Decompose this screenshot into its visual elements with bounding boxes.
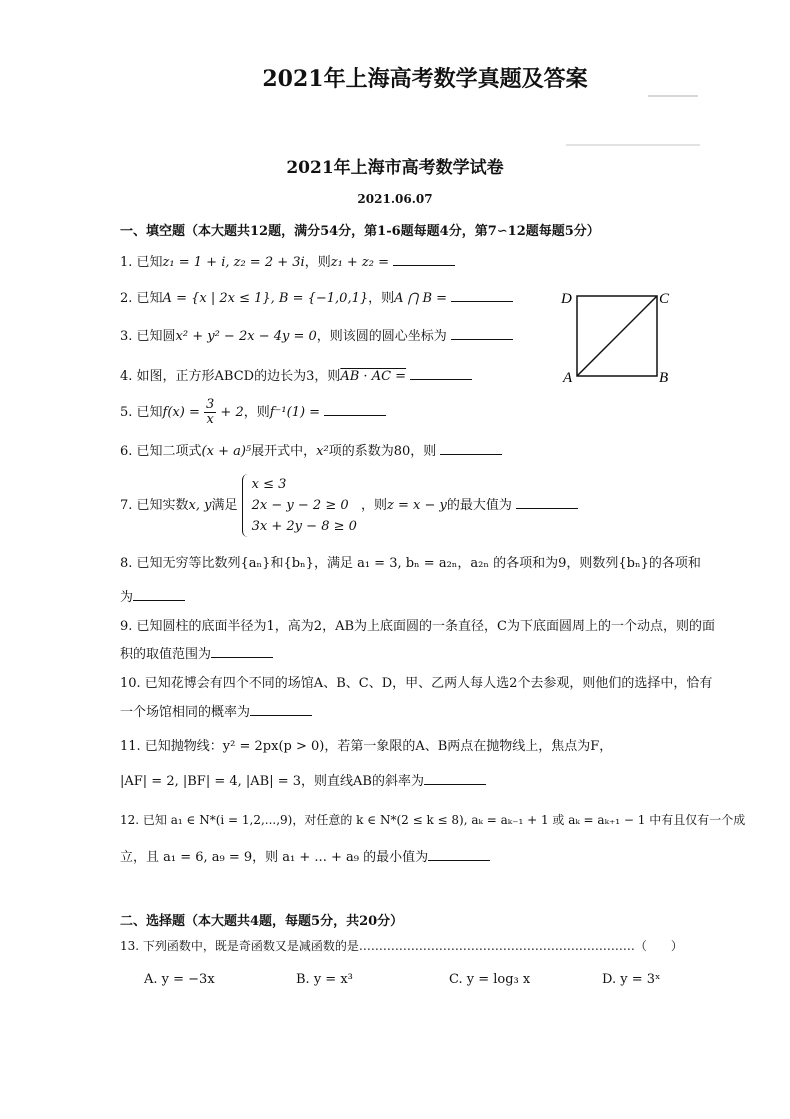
- section2-heading: 二、选择题（本大题共4题，每题5分，共20分）: [120, 914, 404, 929]
- question-4: 4. 如图，正方形ABCD的边长为3，则AB · AC =: [120, 367, 472, 386]
- answer-blank: [424, 772, 486, 785]
- option-b: B. y = x³: [296, 972, 353, 987]
- question-12-line-2: 立，且 a₁ = 6, a₉ = 9，则 a₁ + ... + a₉ 的最小值为: [120, 848, 490, 867]
- label-b: B: [659, 370, 669, 386]
- exam-date: 2021.06.07: [357, 192, 433, 206]
- question-8-line-1: 8. 已知无穷等比数列{aₙ}和{bₙ}，满足 a₁ = 3, bₙ = a₂ₙ，a₂ₙ 的各项和为9，则数列{bₙ}的各项和: [120, 556, 701, 571]
- question-9-line-1: 9. 已知圆柱的底面半径为1，高为2，AB为上底面圆的一条直径，C为下底面圆周上的一个动点，则的面: [120, 619, 715, 634]
- question-1: 1. 已知z₁ = 1 + i, z₂ = 2 + 3i，则z₁ + z₂ =: [120, 253, 455, 272]
- answer-blank: [211, 645, 273, 658]
- question-8-line-2: 为: [120, 588, 185, 607]
- inequality-system: x ≤ 3 2x − y − 2 ≥ 0 3x + 2y − 8 ≥ 0: [242, 474, 357, 537]
- label-c: C: [659, 291, 670, 307]
- answer-blank: [393, 253, 455, 266]
- option-d: D. y = 3ˣ: [602, 972, 661, 987]
- question-11-line-2: |AF| = 2, |BF| = 4, |AB| = 3，则直线AB的斜率为: [120, 772, 486, 791]
- question-13-stem: 13. 下列函数中，既是奇函数又是减函数的是……………………………………………………………（ ）: [120, 939, 683, 953]
- exam-title: 2021年上海市高考数学试卷: [286, 158, 504, 178]
- faint-mark-2: [566, 144, 700, 146]
- question-7: 7. 已知实数x, y满足 x ≤ 3 2x − y − 2 ≥ 0 3x + 2y − 8 ≥ 0 ，则z = x − y的最大值为: [120, 474, 578, 537]
- answer-blank: [324, 403, 386, 416]
- answer-blank: [250, 703, 312, 716]
- answer-blank: [428, 848, 490, 861]
- faint-mark-1: [648, 95, 698, 97]
- question-10-line-1: 10. 已知花博会有四个不同的场馆A、B、C、D，甲、乙两人每人选2个去参观，则他们的选择中，恰有: [120, 676, 713, 691]
- question-6: 6. 已知二项式(x + a)⁵展开式中，x²项的系数为80，则: [120, 442, 502, 461]
- option-c: C. y = log₃ x: [449, 972, 531, 987]
- answer-blank: [410, 367, 472, 380]
- label-d: D: [561, 291, 572, 307]
- square-abcd-figure: [555, 282, 685, 388]
- answer-blank: [451, 327, 513, 340]
- answer-blank: [516, 496, 578, 509]
- question-3: 3. 已知圆x² + y² − 2x − 4y = 0，则该圆的圆心坐标为: [120, 327, 513, 346]
- answer-blank: [133, 588, 185, 601]
- answer-blank: [451, 289, 513, 302]
- question-5: 5. 已知f(x) = $\frac{3}{x}$ + 2，则f⁻¹(1) =: [120, 398, 386, 428]
- question-2: 2. 已知A = {x | 2x ≤ 1}, B = {−1,0,1}，则A ⋂ B =: [120, 289, 513, 308]
- answer-blank: [440, 442, 502, 455]
- question-12-line-1: 12. 已知 a₁ ∈ N*(i = 1,2,...,9)，对任意的 k ∈ N*(2 ≤ k ≤ 8), aₖ = aₖ₋₁ + 1 或 aₖ = aₖ₊₁ − 1 中有且仅有一个成: [120, 813, 746, 827]
- question-11-line-1: 11. 已知抛物线：y² = 2px(p > 0)，若第一象限的A、B两点在抛物线上，焦点为F，: [120, 739, 613, 754]
- label-a: A: [563, 370, 573, 386]
- question-10-line-2: 一个场馆相同的概率为: [120, 703, 312, 722]
- diagonal-ac: [577, 296, 657, 376]
- document-banner-title: 2021年上海高考数学真题及答案: [262, 66, 588, 92]
- section1-heading: 一、填空题（本大题共12题，满分54分，第1-6题每题4分，第7∽12题每题5分）: [120, 224, 600, 239]
- fraction: $\frac{3}{x}$: [206, 397, 215, 427]
- question-9-line-2: 积的取值范围为: [120, 645, 273, 664]
- option-a: A. y = −3x: [144, 972, 215, 987]
